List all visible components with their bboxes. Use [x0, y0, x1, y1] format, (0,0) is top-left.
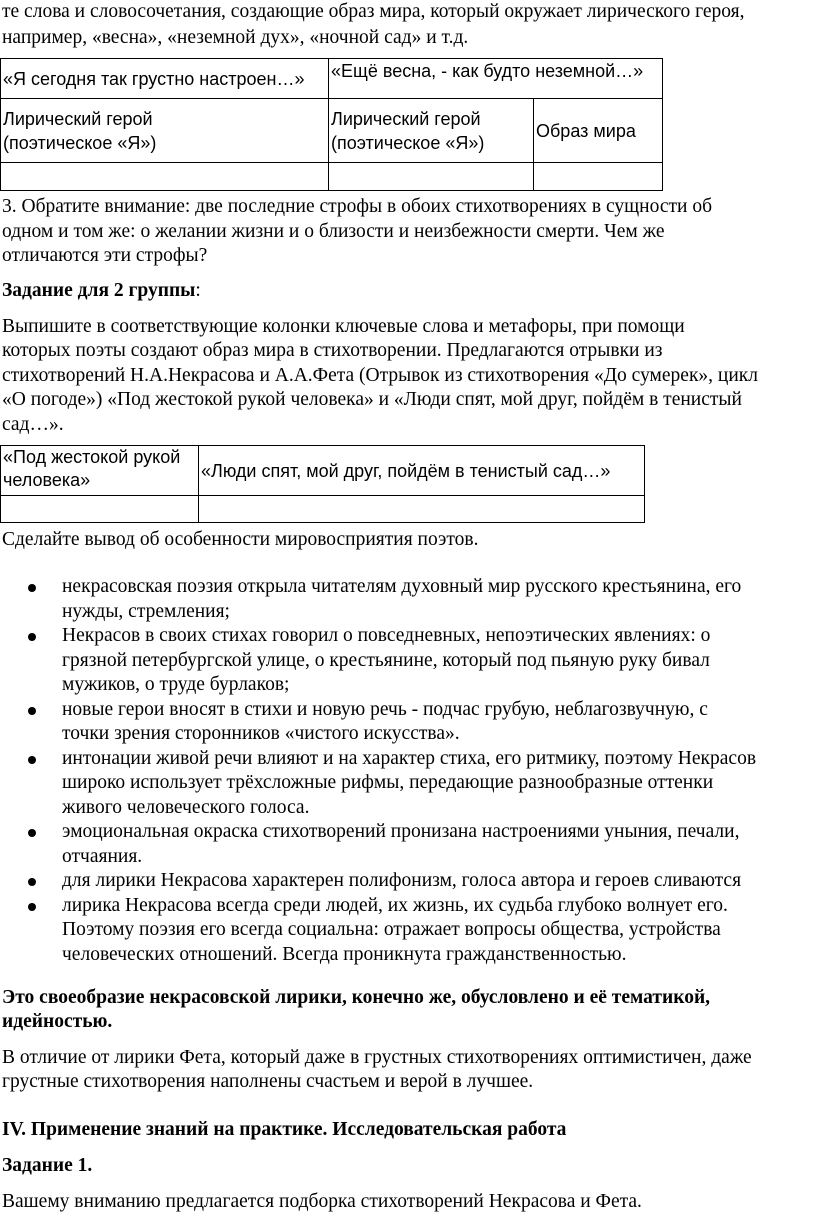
task2-line-2: которых поэты создают образ мира в стихотворении. Предлагаются отрывки из: [2, 340, 663, 361]
table2-col1-line2: человека»: [3, 470, 91, 490]
table1-cell-lyric-hero-1-line1: Лирический герой: [3, 108, 153, 129]
point3-line-1: 3. Обратите внимание: две последние строфы в обоих стихотворениях в сущности об: [2, 196, 712, 217]
intro-line-2: например, «весна», «неземной дух», «ночной сад» и т.д.: [2, 27, 469, 48]
bullet-5-line-0: для лирики Некрасова характерен полифонизм, голоса автора и героев сливаются: [62, 870, 742, 891]
conclusion-prompt: Сделайте вывод об особенности мировосприятия поэтов.: [2, 529, 479, 550]
section4-heading: IV. Применение знаний на практике. Исследовательская работа: [2, 1119, 567, 1140]
comparison-table-2: [0, 445, 645, 523]
bullet-dot: [28, 878, 36, 886]
task2-heading: [2, 279, 201, 303]
bullet-4-line-1: отчаяния.: [62, 845, 143, 867]
task2-line-1: Выпишите в соответствующие колонки ключевые слова и метафоры, при помощи: [2, 316, 685, 337]
section4-task1-heading: Задание 1.: [2, 1155, 93, 1176]
bullet-dot: [28, 756, 36, 764]
table1-header-col2: «Ещё весна, - как будто неземной…»: [329, 59, 663, 99]
bullet-1-line-1: грязной петербургской улице, о крестьянине, который под пьяную руку бивал: [62, 649, 710, 671]
table2-empty-cell-1: [1, 496, 199, 523]
table2-col1-line1: «Под жестокой рукой: [3, 447, 181, 467]
bullet-2-line-0: новые герои вносят в стихи и новую речь - подчас грубую, неблагозвучную, с: [62, 698, 708, 720]
table1-cell-lyric-hero-1: [1, 99, 329, 163]
summary-bold-line-1: Это своеобразие некрасовской лирики, конечно же, обусловлено и её тематикой,: [2, 987, 711, 1008]
bullet-0-line-0: некрасовская поэзия открыла читателям духовный мир русского крестьянина, его: [62, 576, 742, 597]
table2-col2: «Люди спят, мой друг, пойдём в тенистый сад…»: [199, 446, 645, 496]
bullet-dot: [28, 707, 36, 715]
table1-cell-lyric-hero-2-line1: Лирический герой: [331, 108, 481, 129]
table2-col1: [1, 446, 199, 496]
bullet-dot: [28, 633, 36, 641]
bullet-1-line-0: Некрасов в своих стихах говорил о повседневных, непоэтических явлениях: о: [62, 625, 711, 646]
bullet-dot: [28, 584, 36, 592]
bullet-6-line-0: лирика Некрасова всегда среди людей, их жизнь, их судьба глубоко волнует его.: [62, 894, 728, 916]
table1-cell-lyric-hero-1-line2: (поэтическое «Я»): [3, 132, 157, 153]
bullet-1-line-2: мужиков, о труде бурлаков;: [62, 674, 290, 695]
bullet-dot: [28, 829, 36, 837]
bullet-3-line-1: широко использует трёхсложные рифмы, передающие разнообразные оттенки: [62, 772, 714, 793]
task2-heading-text: Задание для 2 группы: [2, 280, 196, 301]
bullet-0-line-1: нужды, стремления;: [62, 600, 230, 622]
bullet-6-line-1: Поэтому поэзия его всегда социальна: отражает вопросы общества, устройства: [62, 919, 721, 940]
section4-task1-text: Вашему вниманию предлагается подборка стихотворений Некрасова и Фета.: [2, 1191, 642, 1212]
bullet-6-line-2: человеческих отношений. Всегда проникнута гражданственностью.: [62, 943, 627, 965]
bullet-4-line-0: эмоциональная окраска стихотворений пронизана настроениями уныния, печали,: [62, 821, 740, 842]
table1-cell-lyric-hero-2: [329, 99, 534, 163]
task2-line-4: «О погоде») «Под жестокой рукой человека» и «Люди спят, мой друг, пойдём в тенистый: [2, 389, 742, 410]
intro-line-1: те слова и словосочетания, создающие образ мира, который окружает лирического героя,: [2, 1, 745, 22]
table1-empty-cell-2: [329, 163, 534, 191]
summary-line-2: грустные стихотворения наполнены счастьем и верой в лучшее.: [2, 1071, 534, 1092]
task2-line-3: стихотворений Н.А.Некрасова и А.А.Фета (Отрывок из стихотворения «До сумерек», цикл: [2, 365, 759, 386]
table1-cell-world-image: Образ мира: [534, 99, 663, 163]
table1-empty-cell-3: [534, 163, 663, 191]
summary-bold-line-2: идейностью.: [2, 1011, 113, 1032]
bullet-2-line-1: точки зрения сторонников «чистого искусства».: [62, 723, 460, 744]
summary-line-1: В отличие от лирики Фета, который даже в грустных стихотворениях оптимистичен, даже: [2, 1047, 752, 1068]
bullet-dot: [28, 903, 36, 911]
task2-heading-colon: :: [195, 280, 201, 301]
point3-line-2: одном и том же: о желании жизни и о близости и неизбежности смерти. Чем же: [2, 221, 665, 242]
task2-line-5: сад…».: [2, 414, 64, 435]
table1-empty-cell-1: [1, 163, 329, 191]
bullet-3-line-0: интонации живой речи влияют и на характер стиха, его ритмику, поэтому Некрасов: [62, 747, 757, 769]
table1-header-col1: «Я сегодня так грустно настроен…»: [1, 59, 329, 99]
table1-cell-lyric-hero-2-line2: (поэтическое «Я»): [331, 132, 485, 153]
comparison-table-1: [0, 58, 663, 191]
point3-line-3: отличаются эти строфы?: [2, 245, 208, 266]
bullet-3-line-2: живого человеческого голоса.: [62, 796, 310, 818]
table2-empty-cell-2: [199, 496, 645, 523]
